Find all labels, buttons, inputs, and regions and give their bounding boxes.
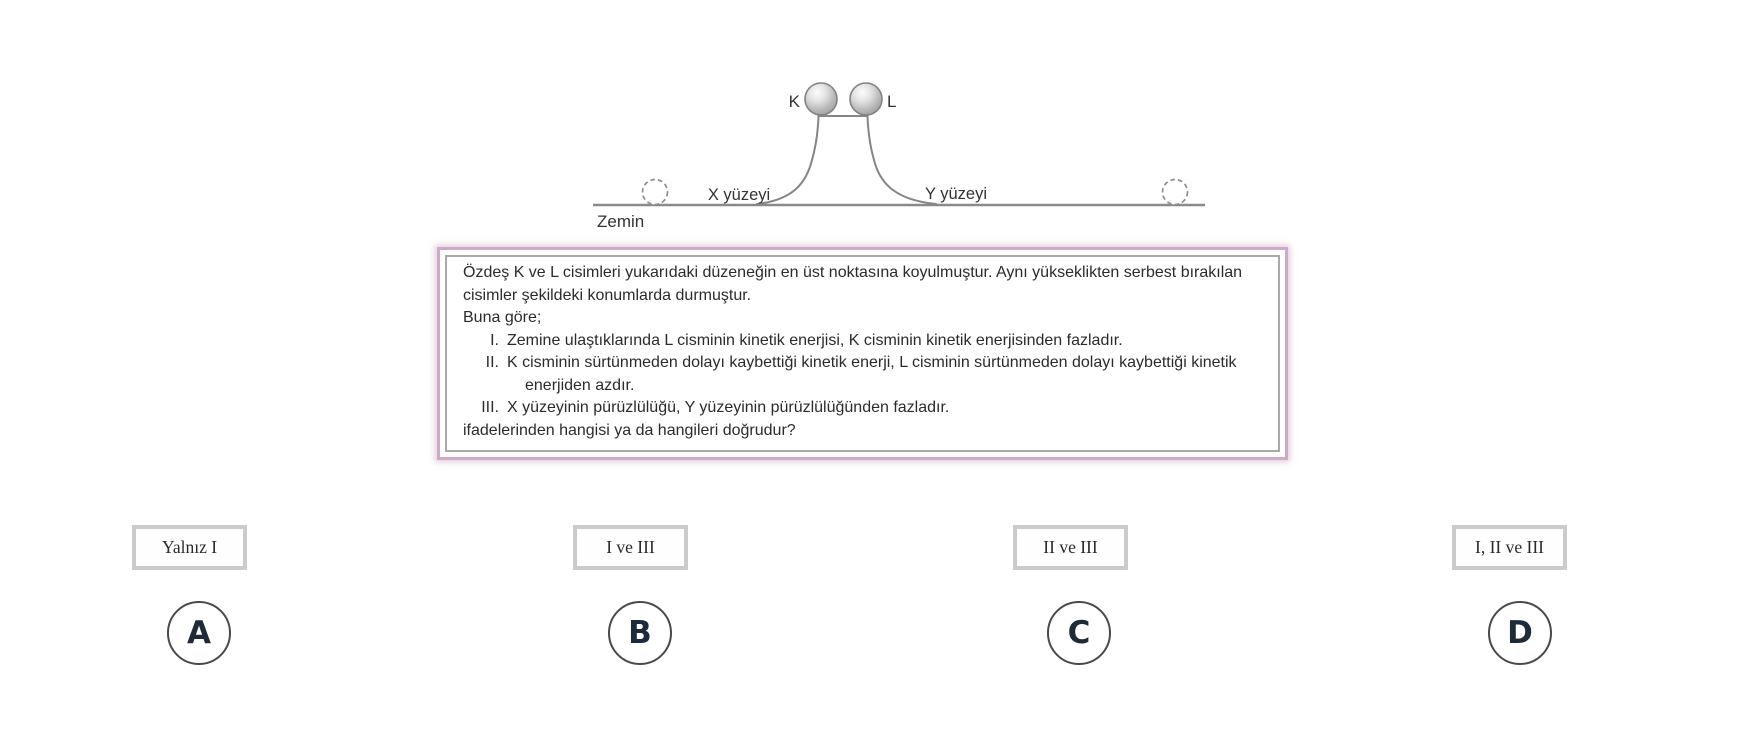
ground-label: Zemin [597, 212, 645, 231]
statement-3-text: X yüzeyinin pürüzlülüğü, Y yüzeyinin pürüzlülüğünden fazladır. [507, 399, 950, 416]
statement-3 [463, 397, 1264, 420]
question-content [445, 255, 1280, 452]
statement-1 [463, 330, 1264, 353]
ball-l-label: L [887, 92, 897, 111]
statement-1-text: Zemine ulaştıklarında L cisminin kinetik enerjisi, K cisminin kinetik enerjisinden fazladır. [507, 331, 1123, 349]
statement-2-numeral: II. [485, 354, 499, 371]
option-d-label[interactable]: I, II ve III [1452, 525, 1567, 570]
surface-x-label: X yüzeyi [707, 186, 771, 204]
option-d-letter: D [1507, 614, 1533, 651]
ghost-ball-left-icon [643, 180, 668, 205]
physics-diagram [560, 60, 1240, 235]
option-c-letter: C [1067, 614, 1091, 651]
option-a-button[interactable] [167, 601, 231, 665]
question-box [437, 247, 1288, 460]
statement-1-numeral: I. [490, 331, 499, 349]
question-intro: Özdeş K ve L cisimleri yukarıdaki düzeneğin en üst noktasına koyulmuştur. Aynı yükseklikten serbest bırakılan cisimler şekildeki konumlarda durmuştur. [463, 264, 1243, 304]
ghost-ball-right-icon [1163, 180, 1188, 205]
statement-2 [463, 352, 1264, 397]
option-a-label[interactable]: Yalnız I [132, 525, 247, 570]
hill-curve [757, 116, 936, 204]
ball-k-icon [805, 83, 837, 115]
option-b-label[interactable]: I ve III [573, 525, 688, 570]
option-b-button[interactable] [608, 601, 672, 665]
option-a-letter: A [187, 614, 211, 651]
option-d-button[interactable] [1488, 601, 1552, 665]
statement-2-text: K cisminin sürtünmeden dolayı kaybettiği kinetik enerji, L cisminin sürtünmeden dolayı kaybettiği kinetik enerjiden azdır. [507, 354, 1237, 394]
option-b-letter: B [628, 614, 652, 651]
surface-y-label: Y yüzeyi [924, 185, 988, 203]
question-lead-in: Buna göre; [463, 309, 542, 326]
question-closing: ifadelerinden hangisi ya da hangileri doğrudur? [463, 421, 796, 439]
statement-3-numeral: III. [481, 399, 499, 416]
ball-l-icon [850, 83, 882, 115]
ball-k-label: K [788, 92, 800, 111]
option-c-button[interactable] [1047, 601, 1111, 665]
option-c-label[interactable]: II ve III [1013, 525, 1128, 570]
